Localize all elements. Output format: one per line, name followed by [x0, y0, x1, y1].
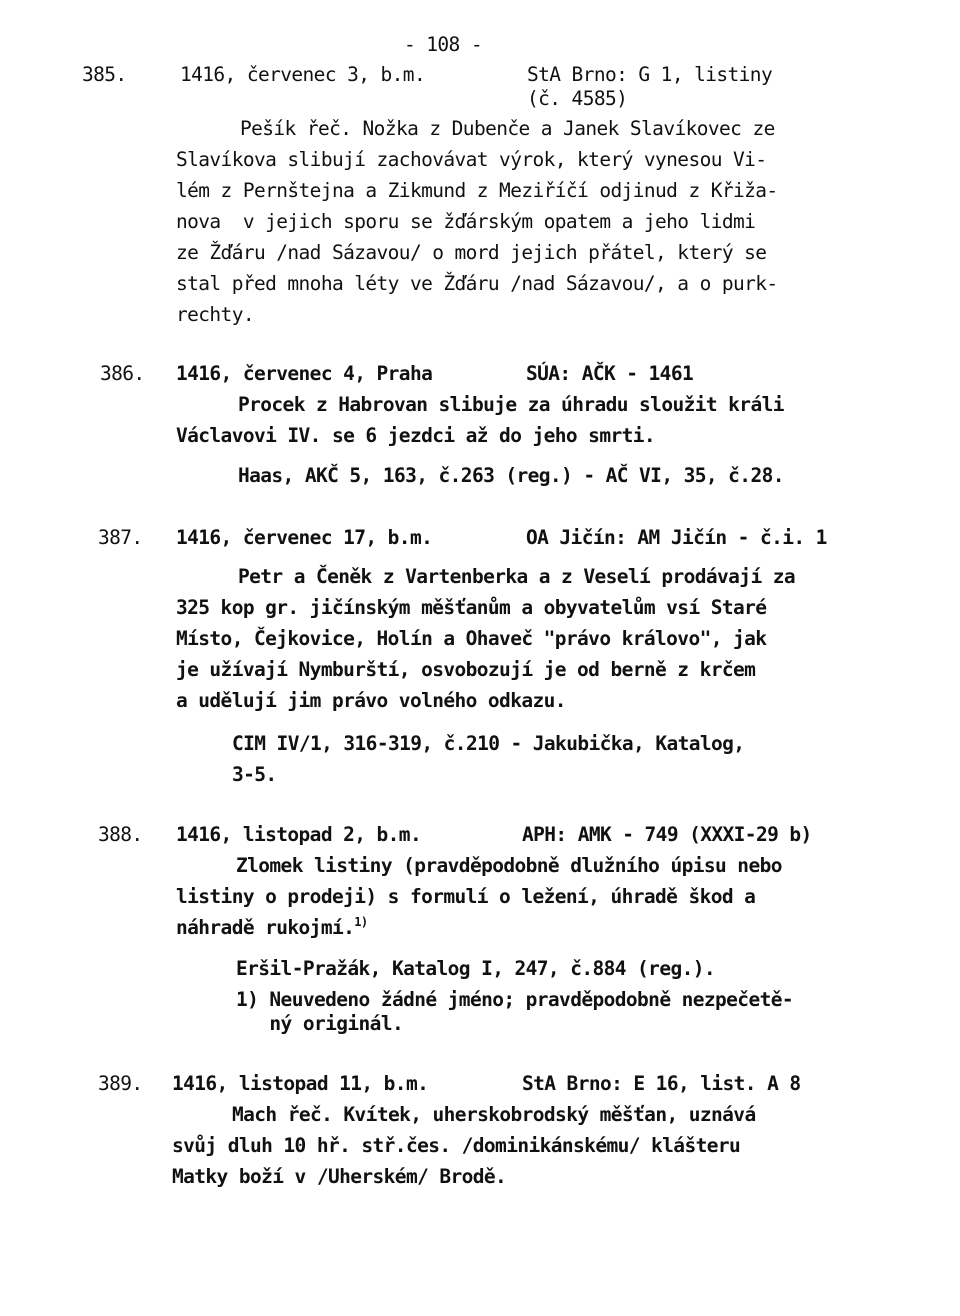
entry-text-line: Petr a Čeněk z Vartenberka a z Veselí prodávají za: [238, 565, 795, 588]
entry-text-line: 325 kop gr. jičínským měšťanům a obyvatelům vsí Staré: [176, 596, 767, 619]
footnote-line: ný originál.: [236, 1012, 404, 1035]
entry-text-line: stal před mnoha léty ve Žďáru /nad Sázavou/, a o purk-: [176, 272, 778, 295]
entry-date: 1416, listopad 11, b.m.: [172, 1072, 429, 1095]
entry-text-line: lém z Pernštejna a Zikmund z Meziříčí odjinud z Křiža-: [176, 179, 778, 202]
entry-number: 388.: [98, 823, 143, 846]
footnote-marker: 1): [354, 915, 368, 929]
entry-text-line: listiny o prodeji) s formulí o ležení, úhradě škod a: [176, 885, 756, 908]
entry-archive: SÚA: AČK - 1461: [526, 362, 694, 385]
entry-literature: Eršil-Pražák, Katalog I, 247, č.884 (reg.).: [236, 957, 716, 980]
entry-text-fragment: náhradě rukojmí.: [176, 916, 355, 939]
entry-date: 1416, červenec 17, b.m.: [176, 526, 433, 549]
entry-number: 385.: [82, 63, 127, 86]
entry-text-line: Václavovi IV. se 6 jezdci až do jeho smrti.: [176, 424, 656, 447]
footnote-line: 1) Neuvedeno žádné jméno; pravděpodobně nezpečetě-: [236, 988, 793, 1011]
entry-archive: OA Jičín: AM Jičín - č.i. 1: [526, 526, 827, 549]
entry-archive: StA Brno: G 1, listiny: [527, 63, 773, 86]
entry-text-line: ze Žďáru /nad Sázavou/ o mord jejich přátel, který se: [176, 241, 767, 264]
entry-text-line: Matky boží v /Uherském/ Brodě.: [172, 1165, 507, 1188]
entry-literature: Haas, AKČ 5, 163, č.263 (reg.) - AČ VI, 35, č.28.: [238, 464, 784, 487]
entry-number: 389.: [98, 1072, 143, 1095]
entry-text-line: je užívají Nymburští, osvobozují je od berně z krčem: [176, 658, 756, 681]
entry-text-line: Zlomek listiny (pravděpodobně dlužního úpisu nebo: [236, 854, 782, 877]
entry-text-line: svůj dluh 10 hř. stř.čes. /dominikánskému/ klášteru: [172, 1134, 741, 1157]
entry-text-line: Mach řeč. Kvítek, uherskobrodský měšťan, uznává: [232, 1103, 756, 1126]
entry-text-line: Pešík řeč. Nožka z Dubenče a Janek Slavíkovec ze: [240, 117, 775, 140]
entry-text-line: Procek z Habrovan slibuje za úhradu sloužit králi: [238, 393, 784, 416]
entry-number: 386.: [100, 362, 145, 385]
entry-text-line: [176, 915, 368, 941]
entry-text-line: Místo, Čejkovice, Holín a Ohaveč "právo královo", jak: [176, 627, 767, 650]
entry-literature-line: CIM IV/1, 316-319, č.210 - Jakubička, Katalog,: [232, 732, 745, 755]
entry-date: 1416, listopad 2, b.m.: [176, 823, 422, 846]
entry-text-line: rechty.: [176, 303, 254, 326]
entry-archive-ref: (č. 4585): [527, 87, 628, 110]
entry-text-line: Slavíkova slibují zachovávat výrok, který vynesou Vi-: [176, 148, 767, 171]
page-number: - 108 -: [404, 33, 482, 56]
entry-literature-line: 3-5.: [232, 763, 277, 786]
entry-text-line: a udělují jim právo volného odkazu.: [176, 689, 566, 712]
entry-archive: APH: AMK - 749 (XXXI-29 b): [522, 823, 812, 846]
entry-date: 1416, červenec 4, Praha: [176, 362, 433, 385]
entry-text-line: nova v jejich sporu se žďárským opatem a jeho lidmi: [176, 210, 756, 233]
entry-archive: StA Brno: E 16, list. A 8: [522, 1072, 801, 1095]
entry-number: 387.: [98, 526, 143, 549]
entry-date: 1416, červenec 3, b.m.: [180, 63, 426, 86]
